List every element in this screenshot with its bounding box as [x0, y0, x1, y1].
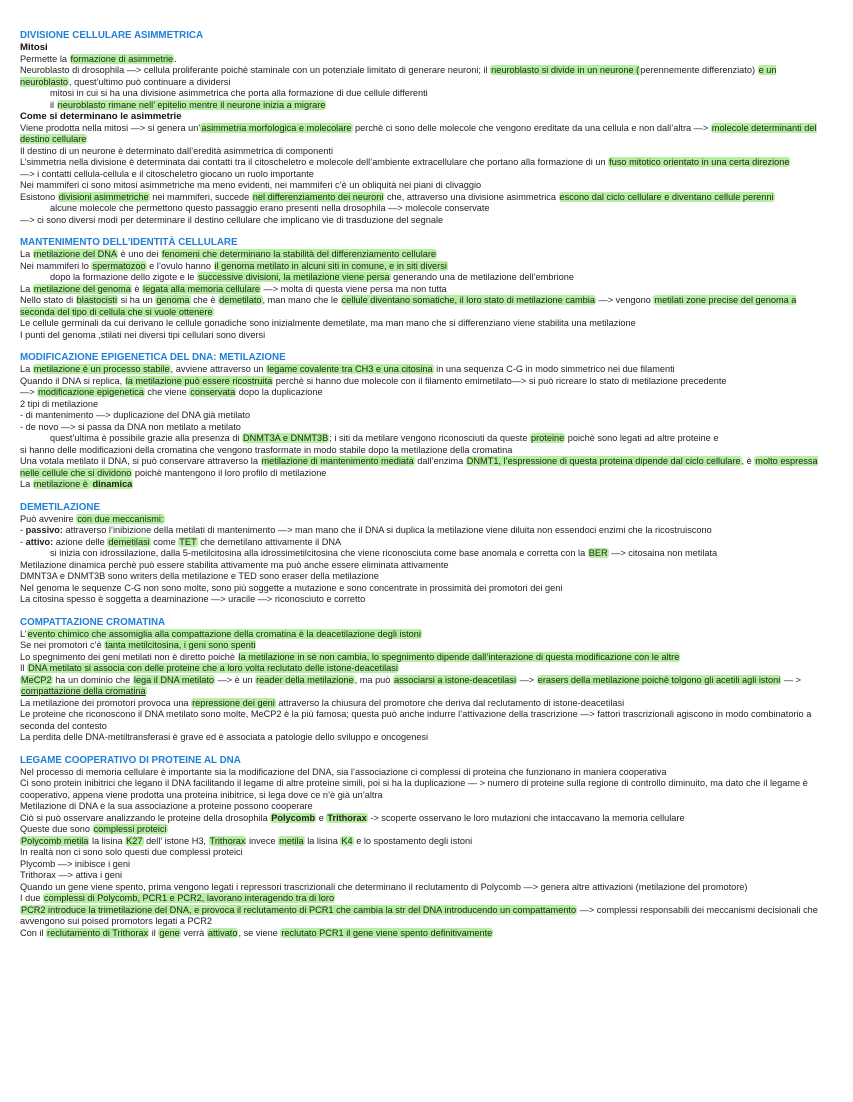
paragraph [20, 629, 830, 641]
paragraph [20, 801, 830, 813]
paragraph [20, 859, 830, 871]
paragraph [20, 640, 830, 652]
text-run: Trithorax —> attiva i geni [20, 870, 123, 880]
paragraph [20, 824, 830, 836]
paragraph [20, 675, 830, 698]
highlighted-text: conservata [190, 387, 236, 397]
text-run: Queste due sono [20, 824, 93, 834]
text-run: perchè ci sono delle molecole che vengono ereditate da una cellula e non dall’altra —> [352, 122, 711, 133]
text-run: —> complessi responsabili dei meccanismi decisionali che avvengono sui poised promotors legati a PCR2 [20, 904, 818, 926]
highlighted-text: metilazione di mantenimento mediata [261, 456, 414, 466]
paragraph [20, 479, 830, 491]
paragraph [20, 663, 830, 675]
paragraph [20, 410, 830, 422]
section-heading: LEGAME COOPERATIVO DI PROTEINE AL DNA [20, 754, 241, 766]
paragraph [20, 525, 830, 537]
paragraph [20, 318, 830, 330]
text-run: dopo la formazione dello zigote e le [50, 272, 198, 282]
highlighted-text: evento chimico che assomiglia alla compattazione della cromatina è la deacetilazione degli istoni [27, 628, 421, 639]
paragraph [20, 387, 830, 399]
text-run: e [316, 812, 327, 823]
highlighted-text: BER [588, 548, 608, 558]
section-asymmetric-division [20, 30, 830, 226]
text-run: , quest’ultimo può continuare a dividersi [69, 76, 231, 87]
text-run: Una votala metilato il DNA, si può conservare attraverso la [20, 456, 261, 466]
paragraph [20, 180, 830, 192]
paragraph [20, 284, 830, 296]
text-run: In realtà non ci sono solo questi due complessi proteici [20, 847, 243, 857]
text-run: Ci sono protein inibitrici che legano il DNA facilitando il legame di altre proteine simili, poi si ha la duplicazione — > numero di proteine sulla regione di controllo diminuito, ma dato che il legame è cooperativo, appena viene prodotta una proteina inibitrice, si lega dove ce n’è già un’altra [20, 778, 808, 800]
text-run: il [149, 927, 159, 938]
text-run: Viene prodotta nella mitosi —> si genera un’ [20, 122, 201, 133]
paragraph [20, 192, 830, 204]
highlighted-text: demetilasi [108, 536, 150, 547]
text-run: che è [190, 295, 219, 305]
section-dna-methylation [20, 352, 830, 491]
subheading: Come si determinano le asimmetrie [20, 111, 182, 122]
text-run: che demetilano attivamente il DNA [197, 536, 342, 547]
paragraph [20, 767, 830, 779]
text-run: 2 tipi di metilazione [20, 398, 99, 409]
text-run: La [20, 479, 33, 489]
text-run: è [131, 283, 143, 294]
text-run: —> citosaina non metilata [608, 548, 718, 558]
paragraph [20, 870, 830, 882]
text-run: Permette la [20, 53, 70, 64]
highlighted-text: escono dal ciclo cellulare e diventano cellule perenni [559, 191, 774, 202]
text-run: come [150, 536, 179, 547]
text-run: attraverso la chiusura del promotore che deriva dal reclutamento di istone-deacetilasi [275, 697, 625, 708]
text-run: , avviene attraverso un [170, 364, 267, 374]
highlighted-text: metilazione è [33, 479, 91, 489]
highlighted-text: metilati zone precise del genoma a seconda del tipo di cellula che si vuole ottenere [20, 295, 797, 317]
text-run: il [50, 99, 57, 110]
paragraph [20, 928, 830, 940]
subheading: Mitosi [20, 42, 48, 53]
highlighted-text: TET [179, 536, 197, 547]
highlighted-text: modificazione epigenetica [38, 387, 144, 397]
text-run: I due [20, 893, 43, 903]
text-run: L’ [20, 628, 27, 639]
text-run: perchè si hanno due molecole con il filamento emimetilato—> si può ricreare lo stato di metilazione precedente [273, 375, 727, 386]
text-run: - di mantenimento —> duplicazione del DNA già metilato [20, 410, 251, 420]
text-run: La [20, 364, 33, 374]
text-run: generando una de metilazione dell’embrione [390, 272, 574, 282]
highlighted-text: formazione di asimmetrie [70, 53, 174, 64]
section-demethylation [20, 502, 830, 606]
text-run: dall’enzima [414, 456, 466, 466]
indented-paragraph [20, 88, 830, 100]
text-run: e l’ovulo hanno [146, 260, 214, 271]
text-run: in una sequenza C-G in modo simmetrico nei due filamenti [433, 364, 675, 374]
text-run: Con il [20, 927, 47, 938]
section-cell-identity [20, 237, 830, 341]
text-run: - [20, 536, 26, 547]
text-run: azione delle [53, 536, 108, 547]
indented-paragraph [20, 203, 830, 215]
highlighted-text: neuroblasto si divide in un neurone ( [491, 65, 640, 75]
highlighted-text: repressione dei geni [192, 697, 275, 708]
highlighted-text: la metilazione può essere ricostruita [125, 375, 273, 386]
indented-paragraph [20, 272, 830, 284]
text-run: e lo spostamento degli istoni [353, 835, 473, 846]
highlighted-text: legata alla memoria cellulare [143, 283, 260, 294]
text-run: , è [741, 456, 755, 466]
highlighted-text: DNMT1, l’espressione di questa proteina dipende dal ciclo cellulare [466, 456, 741, 466]
highlighted-text: asimmetria morfologica e molecolare [201, 122, 352, 133]
highlighted-text: metila [279, 835, 304, 846]
text-run: DMNT3A e DNMT3B sono writers della metilazione e TED sono eraser della metilazione [20, 571, 379, 581]
text-run: —> è un [215, 674, 256, 685]
paragraph [20, 882, 830, 894]
section-cooperative-binding [20, 755, 830, 940]
text-run: —> i contatti cellula-cellula e il citoscheletro giocano un ruolo importante [20, 168, 314, 179]
highlighted-text: complessi di Polycomb, PCR1 e PCR2, lavorano interagendo tra di loro [44, 893, 335, 903]
highlighted-text: lega il DNA metilato [133, 674, 215, 685]
section-heading: MODIFICAZIONE EPIGENETICA DEL DNA: METILAZIONE [20, 352, 286, 363]
highlighted-text: demetilato [219, 295, 262, 305]
paragraph [20, 54, 830, 66]
text-run: —> [20, 387, 38, 397]
text-run: si inizia con idrossilazione, dalla 5-metilcitosina alla idrossimetilcitosina che viene riconosciuta come base anomala e corretta con la [50, 548, 588, 558]
paragraph [20, 330, 830, 342]
section-heading: COMPATTAZIONE CROMATINA [20, 616, 166, 628]
text-run: La [20, 283, 33, 294]
text-run: perennemente differenziato) [640, 65, 758, 75]
text-run: Nei mammiferi lo [20, 260, 92, 271]
highlighted-text: tanta metilcitosina, i geni sono spenti [105, 640, 256, 650]
paragraph [20, 422, 830, 434]
paragraph [20, 399, 830, 411]
text-run: ha un dominio che [52, 674, 133, 685]
highlighted-text: metilazione è un processo stabile [33, 364, 170, 374]
section-heading: DIVISIONE CELLULARE ASIMMETRICA [20, 30, 204, 41]
highlighted-text: gene [159, 927, 180, 938]
text-run: Il destino di un neurone è determinato dall’eredità asimmetrica di componenti [20, 145, 334, 156]
text-run: , man mano che le [262, 295, 341, 305]
paragraph [20, 560, 830, 572]
text-run: Se nei promotori c’è [20, 640, 105, 650]
bold-text: attivo: [25, 536, 54, 547]
text-run: Può avvenire [20, 513, 77, 524]
highlighted-text: attivato [207, 927, 238, 938]
paragraph [20, 376, 830, 388]
highlighted-text: fenomeni che determinano la stabilità del differenziamento cellulare [161, 249, 437, 259]
highlighted-text: PCR2 introduce la trimetilazione del DNA, e provoca il reclutamento di PCR1 che cambia la str del DNA introducendo un compattamento [21, 904, 577, 915]
text-run: —> ci sono diversi modi per determinare il destino cellulare che implicano vie di trasduzione del segnale [20, 214, 444, 225]
highlighted-text: spermatozoo [92, 260, 146, 271]
highlighted-text: Polycomb metila [21, 835, 89, 846]
paragraph [20, 847, 830, 859]
text-run: La [20, 249, 33, 259]
highlighted-text: K4 [341, 835, 353, 846]
highlighted-text: associarsi a istone-deacetilasi [393, 674, 517, 685]
paragraph [20, 537, 830, 549]
text-run: La perdita delle DNA-metiltransferasi è grave ed è associata a patologie dello sviluppo e oncogenesi [20, 732, 429, 742]
paragraph [20, 778, 830, 801]
paragraph [20, 813, 830, 825]
text-run: Nello stato di [20, 295, 76, 305]
text-run: ; i siti da metilare vengono riconosciuti da queste [329, 433, 530, 443]
text-run: Lo spegnimento dei geni metilati non è diretto poichè [20, 651, 238, 662]
highlighted-text: dinamica [92, 479, 133, 489]
paragraph [20, 65, 830, 88]
paragraph [20, 249, 830, 261]
indented-paragraph [20, 100, 830, 112]
highlighted-text: blastocisti [76, 295, 118, 305]
paragraph [20, 652, 830, 664]
section-heading: DEMETILAZIONE [20, 501, 101, 513]
text-run: quest’ultima è possibile grazie alla presenza di [50, 433, 243, 443]
text-run: Quando un gene viene spento, prima vengono legati i repressori trascrizionali che determinano il reclutamento di Polycomb —> genera altre attivazioni (metilazione del promotore) [20, 881, 748, 892]
highlighted-text: metilazione del DNA [33, 249, 118, 259]
highlighted-text: complessi proteici [93, 824, 167, 834]
text-run: - [20, 525, 26, 535]
text-run: invece [246, 835, 279, 846]
section-heading: MANTENIMENTO DELL’IDENTITÀ CELLULARE [20, 237, 238, 248]
highlighted-text: K27 [126, 835, 143, 846]
highlighted-text: genoma [156, 295, 190, 305]
highlighted-text: molto espressa nelle cellule che si dividono [20, 456, 818, 478]
highlighted-text: MeCP2 [21, 674, 52, 685]
paragraph [20, 445, 830, 457]
paragraph [20, 169, 830, 181]
text-run: La metilazione dei promotori provoca una [20, 697, 192, 708]
highlighted-text: reclutato PCR1 il gene viene spento definitivamente [281, 927, 493, 938]
paragraph [20, 295, 830, 318]
text-run: verrà [180, 927, 207, 938]
text-run: , ma può [354, 674, 393, 685]
text-run: dell’ istone H3, [143, 835, 209, 846]
text-run: Quando il DNA si replica, [20, 375, 125, 386]
text-run: Le cellule germinali da cui derivano le cellule gonadiche sono inizialmente demetilate, ma man mano che si differenziano viene stabilita una metilazione [20, 318, 636, 328]
highlighted-text: la metilazione in sè non cambia, lo spegnimento dipende dall’interazione di questa modificazione con le altre [238, 651, 680, 662]
indented-paragraph [20, 548, 830, 560]
text-run: che, attraverso una divisione asimmetrica [384, 191, 559, 202]
bold-text: passivo: [25, 525, 63, 535]
text-run: dopo la duplicazione [236, 387, 323, 397]
highlighted-text: Trithorax [327, 812, 367, 823]
paragraph [20, 364, 830, 376]
highlighted-text: reclutamento di Trithorax [47, 927, 149, 938]
text-run: . [174, 53, 177, 64]
document [20, 30, 830, 939]
highlighted-text: con due meccanismi: [77, 513, 164, 524]
highlighted-text: DNMT3A e DNMT3B [243, 433, 329, 443]
text-run: —> [517, 674, 537, 685]
paragraph [20, 146, 830, 158]
highlighted-text: Trithorax [209, 835, 246, 846]
text-run: Il [20, 663, 28, 673]
highlighted-text: DNA metilato si associa con delle proteine che a loro volta reclutato delle istone-deacetilasi [28, 663, 398, 673]
highlighted-text: nel differenziamento dei neuroni [252, 191, 384, 202]
text-run: mitosi in cui si ha una divisione asimmetrica che porta alla formazione di due cellule differenti [50, 88, 428, 98]
text-run: Ciò si può osservare analizzando le proteine della drosophila [20, 812, 271, 823]
text-run: Nel processo di memoria cellulare è importante sia la modificazione del DNA, sia l’associazione ci complessi di proteina che funzionano in maniera cooperativa [20, 766, 667, 777]
paragraph [20, 261, 830, 273]
highlighted-text: divisioni asimmetriche [58, 191, 149, 202]
text-run: si hanno delle modificazioni della cromatina che vengono trasformate in modo stabile dopo la metilazione della cromatina [20, 444, 513, 455]
highlighted-text: neuroblasto rimane nell’ epitelio mentre il neurone inizia a migrare [57, 99, 326, 110]
text-run: la lisina [89, 835, 126, 846]
text-run: è uno dei [118, 249, 161, 259]
paragraph [20, 571, 830, 583]
paragraph [20, 698, 830, 710]
text-run: Le proteine che riconoscono il DNA metilato sono molte, MeCP2 è la più famosa; questa può anche indurre l’attivazione della trascrizione —> fattori trascrizionali agiscono in modo combinatorio a seconda del contesto [20, 709, 812, 731]
text-run: nei mammiferi, succede [149, 191, 252, 202]
paragraph [20, 709, 830, 732]
highlighted-text: erasers della metilazione poichè tolgono gli acetili agli istoni [537, 674, 781, 685]
text-run: Neuroblasto di drosophila —> cellula proliferante poichè staminale con un potenziale limitato di generare neuroni; il [20, 65, 491, 75]
text-run: poichè mantengono il loro profilo di metilazione [132, 467, 327, 478]
text-run: — > [781, 674, 801, 685]
section-chromatin-compaction [20, 617, 830, 744]
text-run: La citosina spesso è soggetta a deaminazione —> uracile —> riconosciuto e corretto [20, 594, 366, 604]
highlighted-text: fuso mitotico orientato in una certa direzione [609, 157, 790, 167]
text-run: la lisina [304, 835, 341, 846]
paragraph [20, 123, 830, 146]
paragraph [20, 456, 830, 479]
text-run: che viene [144, 387, 190, 397]
text-run: , se viene [238, 927, 281, 938]
highlighted-text: reader della metilazione [256, 674, 354, 685]
text-run: poichè sono legati ad altre proteine e [565, 433, 719, 443]
highlighted-text: Polycomb [271, 812, 316, 823]
text-run: attraverso l’inibizione della metilati di mantenimento —> man mano che il DNA si duplica la metilazione viene diluita non essendoci enzimi che la ricostruiscono [62, 525, 712, 535]
paragraph [20, 215, 830, 227]
text-run: -> scoperte osservano le loro mutazioni che intaccavano la memoria cellulare [367, 812, 685, 823]
highlighted-text: compattazione della cromatina [21, 686, 146, 696]
paragraph [20, 157, 830, 169]
highlighted-text: metilazione del genoma [33, 283, 131, 294]
paragraph [20, 893, 830, 905]
text-run: Nei mammiferi ci sono mitosi asimmetriche ma meno evidenti, nei mammiferi c’è un obliquità nei piani di clivaggio [20, 180, 482, 190]
paragraph [20, 514, 830, 526]
highlighted-text: successive divisioni, la metilazione viene persa [198, 272, 390, 282]
paragraph [20, 905, 830, 928]
text-run: Esistono [20, 191, 58, 202]
paragraph [20, 583, 830, 595]
text-run: —> vengono [595, 295, 654, 305]
highlighted-text: e un neuroblasto [20, 65, 777, 87]
text-run: alcune molecole che permettono questo passaggio erano presenti nella drosophila —> molecole conservate [50, 203, 490, 213]
paragraph [20, 732, 830, 744]
text-run: I punti del genoma ,stilati nei diversi tipi cellulari sono diversi [20, 329, 266, 340]
text-run: - de novo —> si passa da DNA non metilato a metilato [20, 421, 241, 432]
highlighted-text: il genoma metilato in alcuni siti in comune, e in siti diversi [214, 260, 447, 271]
text-run: Plycomb —> inibisce i geni [20, 858, 131, 869]
highlighted-text: molecole determinanti del destino cellulare [20, 122, 817, 144]
highlighted-text: legame covalente tra CH3 e una citosina [267, 364, 433, 374]
text-run: Metilazione di DNA e la sua associazione a proteine possono cooperare [20, 801, 313, 811]
text-run: L’simmetria nella divisione è determinata dai contatti tra il citoscheletro e molecole dell’ambiente extracellulare che portano alla formazione di un [20, 157, 609, 167]
text-run: Metilazione dinamica perchè può essere stabilita attivamente ma può anche essere eliminata attivamente [20, 559, 449, 570]
indented-paragraph [20, 433, 830, 445]
text-run: Nel genoma le sequenze C-G non sono molte, sono più soggette a mutazione e sono concentrate in prossimità dei promotori dei geni [20, 582, 563, 593]
paragraph [20, 594, 830, 606]
text-run: —> molta di questa viene persa ma non tutta [261, 283, 447, 294]
highlighted-text: proteine [531, 433, 565, 443]
highlighted-text: cellule diventano somatiche, il loro stato di metilazione cambia [341, 295, 595, 305]
text-run: si ha un [118, 295, 156, 305]
paragraph [20, 836, 830, 848]
